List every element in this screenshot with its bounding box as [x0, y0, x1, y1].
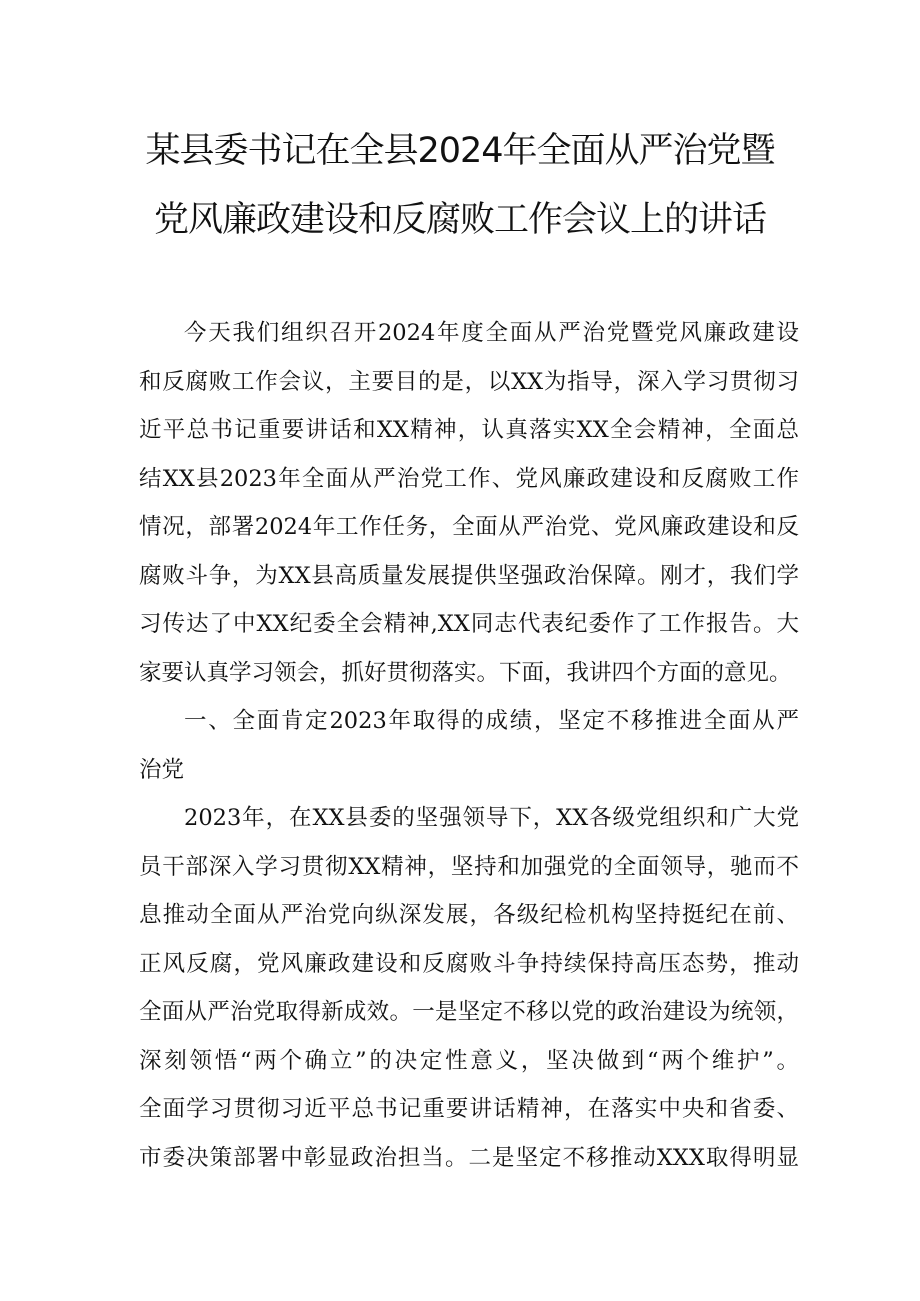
paragraph-achievements-line: 市委决策部署中彰显政治担当。二是坚定不移推动XXX取得明显 [139, 1144, 799, 1171]
paragraph-intro-line: 腐败斗争，为XX县高质量发展提供坚强政治保障。刚才，我们学 [139, 562, 799, 589]
paragraph-intro-line: 情况，部署2024年工作任务，全面从严治党、党风廉政建设和反 [139, 514, 799, 540]
paragraph-intro-line: 习传达了中XX纪委全会精神,XX同志代表纪委作了工作报告。大 [139, 611, 799, 637]
paragraph-intro-line: 家要认真学习领会，抓好贯彻落实。下面，我讲四个方面的意见。 [139, 659, 792, 686]
document-title-line-1: 某县委书记在全县2024年全面从严治党暨 [145, 131, 775, 171]
paragraph-achievements-line: 深刻领悟“两个确立”的决定性意义，坚决做到“两个维护”。 [139, 1047, 799, 1074]
paragraph-achievements-line: 2023年，在XX县委的坚强领导下，XX各级党组织和广大党 [184, 805, 799, 831]
paragraph-achievements-line: 全面从严治党取得新成效。一是坚定不移以党的政治建设为统领， [139, 999, 799, 1025]
paragraph-intro-line: 结XX县2023年全面从严治党工作、党风廉政建设和反腐败工作 [139, 465, 799, 492]
paragraph-achievements-line: 正风反腐，党风廉政建设和反腐败斗争持续保持高压态势，推动 [139, 950, 799, 977]
paragraph-intro-line: 和反腐败工作会议，主要目的是，以XX为指导，深入学习贯彻习 [139, 368, 799, 395]
document-body [139, 309, 799, 1182]
paragraph-achievements-line: 员干部深入学习贯彻XX精神，坚持和加强党的全面领导，驰而不 [139, 853, 799, 880]
paragraph-achievements-line: 息推动全面从严治党向纵深发展，各级纪检机构坚持挺纪在前、 [139, 902, 799, 928]
paragraph-achievements-line: 全面学习贯彻习近平总书记重要讲话精神，在落实中央和省委、 [139, 1096, 799, 1122]
paragraph-intro-line: 今天我们组织召开2024年度全面从严治党暨党风廉政建设 [184, 320, 799, 346]
section-heading-line: 一、全面肯定2023年取得的成绩，坚定不移推进全面从严 [184, 708, 799, 734]
document-title-line-2: 党风廉政建设和反腐败工作会议上的讲话 [153, 200, 766, 240]
section-heading-line: 治党 [139, 756, 185, 783]
paragraph-intro-line: 近平总书记重要讲话和XX精神，认真落实XX全会精神，全面总 [139, 417, 799, 443]
